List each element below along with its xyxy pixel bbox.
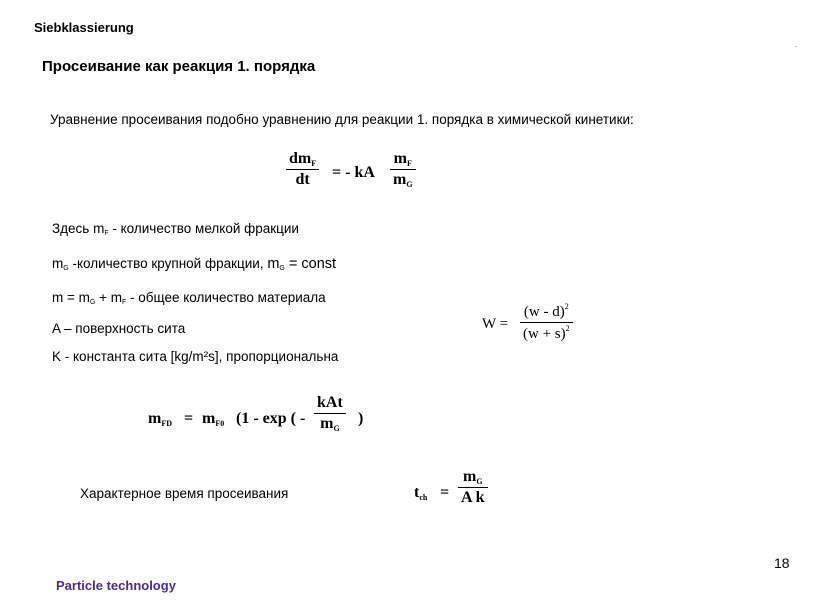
eqw-den: (w + s) bbox=[523, 326, 566, 342]
eq1-rhs-num-sub: F bbox=[407, 159, 412, 168]
eq1-rhs-num: m bbox=[393, 150, 407, 167]
definition-m: m = mG + mF - общее количество материала bbox=[52, 290, 326, 306]
eq2-equals: = bbox=[184, 410, 194, 427]
definition-mf: Здесь mF - количество мелкой фракции bbox=[52, 221, 299, 237]
equation-sieving-rate bbox=[286, 150, 456, 210]
definition-mg: mG -количество крупной фракции, mG = const bbox=[52, 256, 337, 272]
eq2-fraction bbox=[314, 394, 346, 433]
footer-label: Particle technology bbox=[56, 578, 176, 593]
eq2-close: ) bbox=[358, 410, 364, 427]
eqw-num-sup: 2 bbox=[564, 302, 569, 311]
eq1-rhs-den: m bbox=[393, 171, 407, 188]
eq1-rhs-den-sub: G bbox=[406, 180, 413, 189]
eq1-lhs-fraction bbox=[286, 150, 319, 189]
eq1-lhs-den: dt bbox=[295, 171, 310, 188]
eq2-den: m bbox=[320, 415, 334, 432]
definition-a: A – поверхность сита bbox=[52, 321, 186, 336]
eqw-den-sup: 2 bbox=[565, 324, 570, 333]
tch-num-sub: G bbox=[476, 477, 483, 486]
decorative-dot: . bbox=[795, 40, 798, 49]
section-title: Siebklassierung bbox=[34, 20, 134, 35]
tch-equals: = bbox=[440, 484, 450, 501]
eqw-fraction bbox=[520, 302, 573, 343]
eq2-exp: (1 - exp ( - bbox=[236, 410, 306, 427]
definition-k: K - константа сита [kg/m²s], пропорциональна bbox=[52, 349, 339, 364]
eq1-lhs-num-sub: F bbox=[311, 159, 317, 168]
equation-w bbox=[482, 302, 602, 354]
page-number: 18 bbox=[774, 555, 790, 571]
tch-fraction bbox=[458, 468, 488, 507]
eq2-den-sub: G bbox=[333, 424, 340, 433]
eq2-mf0: mF0 bbox=[202, 410, 225, 428]
eq2-lhs: mFD bbox=[148, 410, 172, 428]
characteristic-time-label: Характерное время просеивания bbox=[80, 486, 289, 501]
equation-characteristic-time bbox=[414, 468, 514, 522]
eqw-num: (w - d) bbox=[523, 304, 565, 320]
eq1-lhs-num: dm bbox=[289, 150, 312, 167]
tch-lhs: tch bbox=[414, 484, 428, 502]
eq1-rhs-fraction bbox=[390, 150, 416, 189]
intro-text: Уравнение просеивания подобно уравнению для реакции 1. порядка в химической кинетики: bbox=[50, 112, 634, 127]
eq1-rhs-coef: = - kA bbox=[332, 164, 375, 181]
page-title: Просеивание как реакция 1. порядка bbox=[42, 58, 316, 75]
eq2-num: kAt bbox=[314, 394, 346, 414]
tch-num: m bbox=[463, 468, 477, 485]
tch-den: A k bbox=[461, 489, 485, 506]
eqw-lhs: W = bbox=[482, 316, 509, 332]
equation-sieving-solution bbox=[148, 394, 388, 450]
